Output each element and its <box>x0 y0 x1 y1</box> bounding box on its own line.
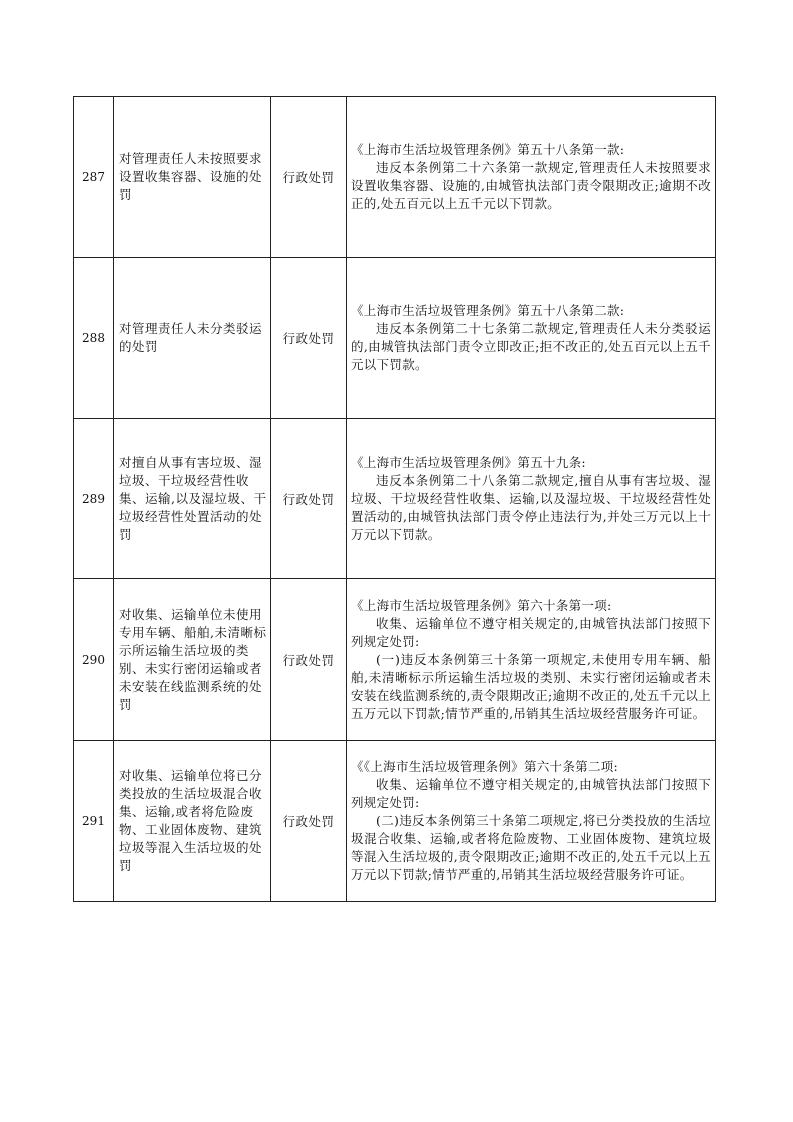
table-row <box>74 579 716 741</box>
penalty-item-name: 对收集、运输单位未使用专用车辆、船舶,未清晰标示所运输生活垃圾的类别、未实行密闭运输或者未安装在线监测系统的处罚 <box>114 579 271 741</box>
legal-basis-cell <box>347 258 716 419</box>
penalty-category: 行政处罚 <box>271 419 347 579</box>
legal-basis-title: 《《上海市生活垃圾管理条例》第六十条第二项: <box>351 759 619 774</box>
row-number: 288 <box>74 258 114 419</box>
legal-basis-paragraph: 收集、运输单位不遵守相关规定的,由城管执法部门按照下列规定处罚: <box>351 777 711 810</box>
legal-basis-paragraph: 收集、运输单位不遵守相关规定的,由城管执法部门按照下列规定处罚: <box>351 615 711 649</box>
row-number: 287 <box>74 97 114 258</box>
legal-basis-paragraph: 违反本条例第二十八条第二款规定,擅自从事有害垃圾、湿垃圾、干垃圾经营性收集、运输,以及湿垃圾、干垃圾经营性处置活动的,由城管执法部门责令停止违法行为,并处三万元以上十万元以下罚款。 <box>351 472 711 542</box>
row-number: 290 <box>74 579 114 741</box>
legal-basis-cell <box>347 741 716 902</box>
table-row <box>74 741 716 902</box>
legal-basis-title: 《上海市生活垃圾管理条例》第六十条第一项: <box>351 597 612 613</box>
penalty-category: 行政处罚 <box>271 579 347 741</box>
penalty-item-name: 对管理责任人未分类驳运的处罚 <box>114 258 271 419</box>
legal-basis-title: 《上海市生活垃圾管理条例》第五十九条: <box>351 454 586 470</box>
table-row <box>74 419 716 579</box>
penalty-item-name: 对收集、运输单位将已分类投放的生活垃圾混合收集、运输,或者将危险废物、工业固体废物、建筑垃圾等混入生活垃圾的处罚 <box>114 741 271 902</box>
legal-basis-cell <box>347 419 716 579</box>
penalty-category: 行政处罚 <box>271 97 347 258</box>
table-row <box>74 258 716 419</box>
legal-basis-paragraph: (一)违反本条例第三十条第一项规定,未使用专用车辆、船舶,未清晰标示所运输生活垃圾的类别、未实行密闭运输或者未安装在线监测系统的,责令限期改正;逾期不改正的,处五千元以上五万元以下罚款;情节严重的,吊销其生活垃圾经营服务许可证。 <box>351 651 711 721</box>
penalty-category: 行政处罚 <box>271 741 347 902</box>
penalty-item-name: 对擅自从事有害垃圾、湿垃圾、干垃圾经营性收集、运输,以及湿垃圾、干垃圾经营性处置活动的处罚 <box>114 419 271 579</box>
row-number: 291 <box>74 741 114 902</box>
penalty-table <box>73 96 716 902</box>
legal-basis-title: 《上海市生活垃圾管理条例》第五十八条第二款: <box>351 303 625 318</box>
penalty-category: 行政处罚 <box>271 258 347 419</box>
row-number: 289 <box>74 419 114 579</box>
legal-basis-title: 《上海市生活垃圾管理条例》第五十八条第一款: <box>351 142 625 157</box>
penalty-item-name: 对管理责任人未按照要求设置收集容器、设施的处罚 <box>114 97 271 258</box>
legal-basis-paragraph: 违反本条例第二十七条第二款规定,管理责任人未分类驳运的,由城管执法部门责令立即改正;拒不改正的,处五百元以上五千元以下罚款。 <box>351 321 711 372</box>
table-row <box>74 97 716 258</box>
legal-basis-paragraph: (二)违反本条例第三十条第二项规定,将已分类投放的生活垃圾混合收集、运输,或者将危险废物、工业固体废物、建筑垃圾等混入生活垃圾的,责令限期改正;逾期不改正的,处五千元以上五万元以下罚款;情节严重的,吊销其生活垃圾经营服务许可证。 <box>351 813 711 882</box>
legal-basis-paragraph: 违反本条例第二十六条第一款规定,管理责任人未按照要求设置收集容器、设施的,由城管执法部门责令限期改正;逾期不改正的,处五百元以上五千元以下罚款。 <box>351 160 711 211</box>
legal-basis-cell <box>347 579 716 741</box>
legal-basis-cell <box>347 97 716 258</box>
